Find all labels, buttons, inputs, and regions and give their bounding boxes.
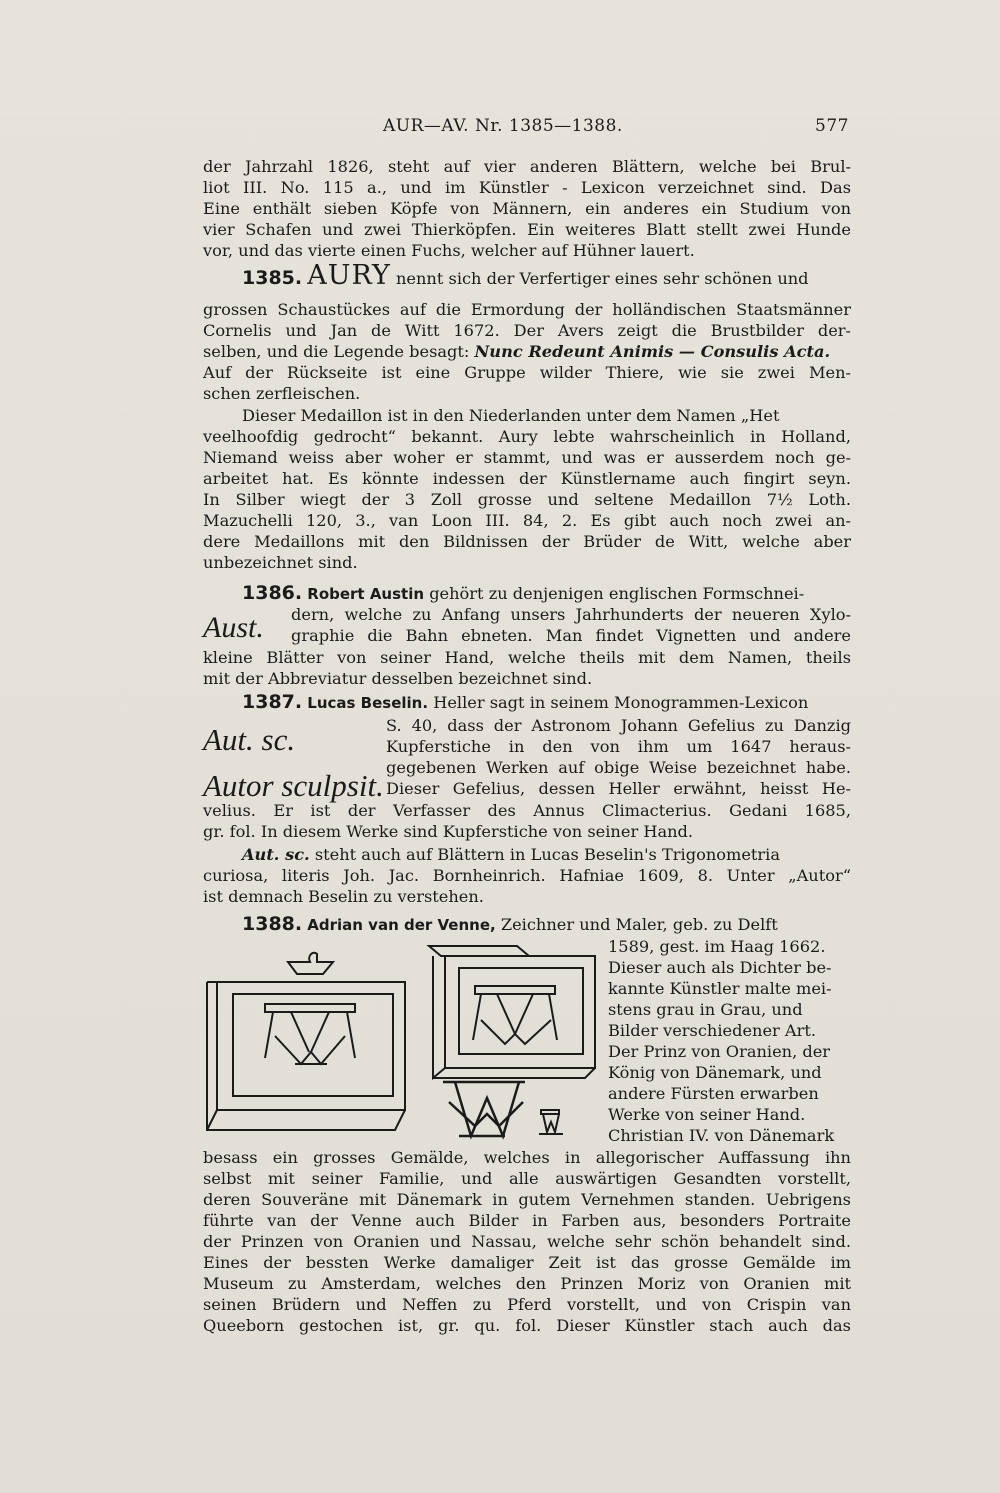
text-line: S. 40, dass der Astronom Johann Gefelius zu Danzig: [386, 716, 851, 735]
text-line: Der Prinz von Oranien, der: [608, 1042, 831, 1061]
text-line: Kupferstiche in den von ihm um 1647 heraus-: [386, 737, 851, 756]
text-line: kannte Künstler malte mei-: [608, 979, 832, 998]
page-number: 577: [815, 116, 849, 136]
text-line: liot III. No. 115 a., und im Künstler - Lexicon verzeichnet sind. Das: [203, 178, 851, 197]
text-line: schen zerfleischen.: [203, 384, 361, 403]
text-line: Eines der bessten Werke damaliger Zeit ist das grosse Gemälde im: [203, 1253, 851, 1272]
artist-name: Adrian van der Venne,: [307, 916, 496, 934]
text-line: Dieser Gefelius, dessen Heller erwähnt, heisst He-: [386, 779, 851, 798]
monogram-aut-sc: Aut. sc.: [203, 722, 296, 757]
text-line: besass ein grosses Gemälde, welches in allegorischer Auffassung ihn: [203, 1148, 851, 1167]
text-line: In Silber wiegt der 3 Zoll grosse und seltene Medaillon 7½ Loth.: [203, 490, 851, 509]
artist-name: Lucas Beselin.: [307, 694, 429, 712]
text-line: andere Fürsten erwarben: [608, 1084, 819, 1103]
aut-sc-mark: Aut. sc.: [242, 845, 310, 864]
text-line: Museum zu Amsterdam, welches den Prinzen Moriz von Oranien mit: [203, 1274, 851, 1293]
text-line: velius. Er ist der Verfasser des Annus Climacterius. Gedani 1685,: [203, 801, 851, 820]
entry-1387-heading: [242, 692, 851, 713]
text-line: veelhoofdig gedrocht“ bekannt. Aury lebte wahrscheinlich in Holland,: [203, 427, 851, 446]
text-line: der Jahrzahl 1826, steht auf vier anderen Blättern, welche bei Brul-: [203, 157, 851, 176]
text-line: Niemand weiss aber woher er stammt, und was er ausserdem noch ge-: [203, 448, 851, 467]
text-line: Zeichner und Maler, geb. zu Delft: [500, 915, 778, 934]
text-line: dere Medaillons mit den Bildnissen der Brüder de Witt, welche aber: [203, 532, 851, 551]
text-line: Eine enthält sieben Köpfe von Männern, ein anderes ein Studium von: [203, 199, 851, 218]
text-line: Werke von seiner Hand.: [608, 1105, 806, 1124]
text-line: führte van der Venne auch Bilder in Farben aus, besonders Portraite: [203, 1211, 851, 1230]
entry-1386-heading: [242, 583, 851, 604]
text-line: ist demnach Beselin zu verstehen.: [203, 887, 484, 906]
monogram-av-small: [539, 1110, 563, 1134]
text-line: Bilder verschiedener Art.: [608, 1021, 817, 1040]
entry-number: 1386.: [242, 582, 303, 604]
text-line: seinen Brüdern und Neffen zu Pferd vorstellt, und von Crispin van: [203, 1295, 851, 1314]
text-line-with-legend: selben, und die Legende besagt: Nunc Redeunt Animis — Consulis Acta.: [203, 342, 831, 361]
text-line: Queeborn gestochen ist, gr. qu. fol. Dieser Künstler stach auch das: [203, 1316, 851, 1335]
text-line: Mazuchelli 120, 3., van Loon III. 84, 2. Es gibt auch noch zwei an-: [203, 511, 851, 530]
text-line: Dieser auch als Dichter be-: [608, 958, 832, 977]
text-line: gegebenen Werken auf obige Weise bezeichnet habe.: [386, 758, 851, 777]
monogram-frame-right: [429, 946, 595, 1078]
text-line: Heller sagt in seinem Monogrammen-Lexicon: [433, 693, 809, 712]
text-line: Dieser Medaillon ist in den Niederlanden unter dem Namen „Het: [242, 406, 780, 425]
text-line: curiosa, literis Joh. Jac. Bornheinrich. Hafniae 1609, 8. Unter „Autor“: [203, 866, 851, 885]
text-line: stens grau in Grau, und: [608, 1000, 803, 1019]
running-header: AUR—AV. Nr. 1385—1388.: [383, 116, 623, 136]
text-line: grossen Schaustückes auf die Ermordung der holländischen Staatsmänner: [203, 300, 851, 319]
monogram-av-large: [443, 1082, 525, 1136]
text-line: arbeitet hat. Es könnte indessen der Künstlername auch fingirt seyn.: [203, 469, 851, 488]
artist-name: AURY: [307, 260, 391, 291]
medal-legend: Nunc Redeunt Animis — Consulis Acta.: [474, 342, 831, 361]
monogram-autor-sculpsit: Autor sculpsit.: [203, 768, 384, 803]
monogram-frame-left: [207, 953, 405, 1130]
text-line: vor, und das vierte einen Fuchs, welcher auf Hühner lauert.: [203, 241, 695, 260]
text-line: gehört zu denjenigen englischen Formschnei-: [429, 584, 805, 603]
text-line: Aut. sc. steht auch auf Blättern in Lucas Beselin's Trigonometria: [242, 845, 780, 864]
entry-number: 1385.: [242, 267, 303, 289]
entry-1385-heading: [242, 260, 851, 291]
text-line: graphie die Bahn ebneten. Man findet Vignetten und andere: [291, 626, 851, 645]
text-line: der Prinzen von Oranien und Nassau, welche sehr schön behandelt sind.: [203, 1232, 851, 1251]
text-line: 1589, gest. im Haag 1662.: [608, 937, 826, 956]
venne-monogram-illustrations: [205, 940, 605, 1148]
text-line: Christian IV. von Dänemark: [608, 1126, 835, 1145]
text-line: nennt sich der Verfertiger eines sehr schönen und: [396, 269, 809, 288]
monogram-aust: Aust.: [203, 611, 264, 644]
text-line: mit der Abbreviatur desselben bezeichnet sind.: [203, 669, 593, 688]
text-line: gr. fol. In diesem Werke sind Kupferstiche von seiner Hand.: [203, 822, 694, 841]
text-line: deren Souveräne mit Dänemark in gutem Vernehmen standen. Uebrigens: [203, 1190, 851, 1209]
entry-number: 1387.: [242, 691, 303, 713]
text-line: Cornelis und Jan de Witt 1672. Der Avers zeigt die Brustbilder der-: [203, 321, 851, 340]
text-line: unbezeichnet sind.: [203, 553, 358, 572]
text-line: dern, welche zu Anfang unsers Jahrhunderts der neueren Xylo-: [291, 605, 851, 624]
text-line: selbst mit seiner Familie, und alle auswärtigen Gesandten vorstellt,: [203, 1169, 851, 1188]
text-line: König von Dänemark, und: [608, 1063, 822, 1082]
text-line: vier Schafen und zwei Thierköpfen. Ein weiteres Blatt stellt zwei Hunde: [203, 220, 851, 239]
entry-1388-heading: [242, 914, 851, 935]
entry-number: 1388.: [242, 913, 303, 935]
artist-name: Robert Austin: [307, 585, 425, 603]
text-line: Auf der Rückseite ist eine Gruppe wilder Thiere, wie sie zwei Men-: [203, 363, 851, 382]
text-line: kleine Blätter von seiner Hand, welche theils mit dem Namen, theils: [203, 648, 851, 667]
